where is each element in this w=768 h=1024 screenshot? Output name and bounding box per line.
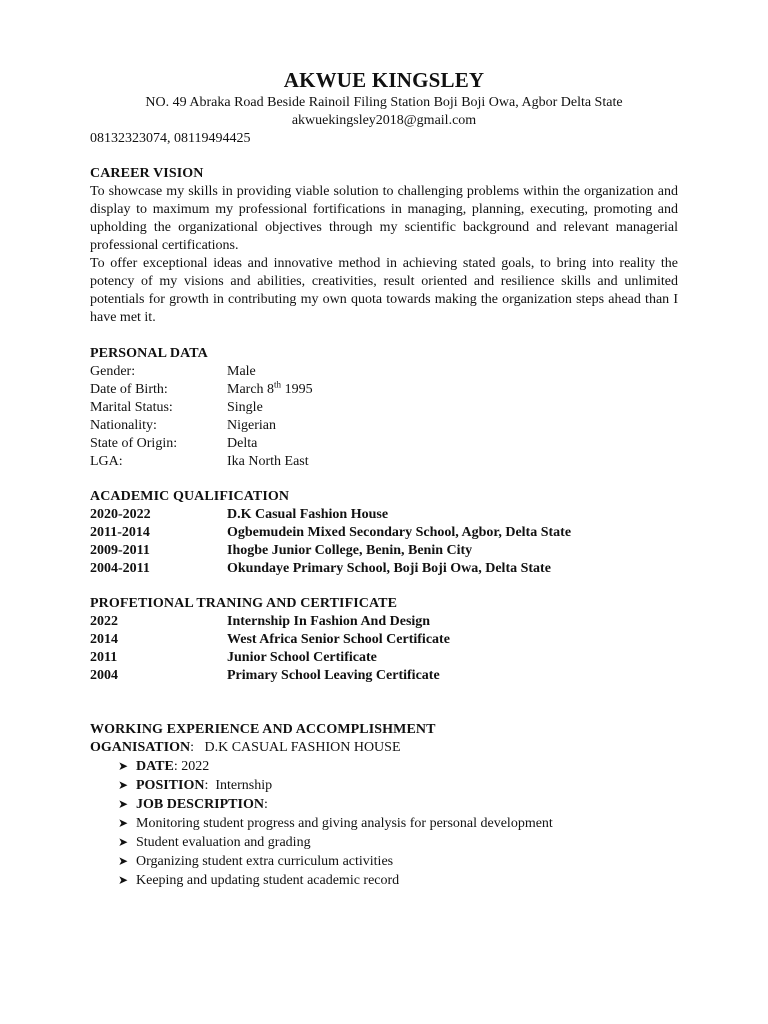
dob-value xyxy=(227,381,678,399)
personal-data-row-origin xyxy=(90,435,678,453)
personal-data-title: PERSONAL DATA xyxy=(90,346,208,361)
dob-year: 1995 xyxy=(281,382,313,397)
lga-value: Ika North East xyxy=(227,454,309,469)
training-certificate: Internship In Fashion And Design xyxy=(227,614,431,629)
arrow-bullet-icon: ➤ xyxy=(117,835,128,849)
list-item xyxy=(90,814,678,833)
training-title: PROFETIONAL TRANING AND CERTIFICATE xyxy=(90,596,398,611)
personal-data-row-marital xyxy=(90,399,678,417)
academic-period: 2009-2011 xyxy=(90,543,150,558)
academic-row xyxy=(90,524,678,542)
list-item: ➤ JOB DESCRIPTION: xyxy=(90,795,678,814)
gender-value: Male xyxy=(227,364,256,379)
training-row xyxy=(90,631,678,649)
position-value: Internship xyxy=(208,778,273,793)
organisation-label: OGANISATION xyxy=(90,740,191,755)
organisation-line: OGANISATION: D.K CASUAL FASHION HOUSE xyxy=(90,740,401,755)
training-row xyxy=(90,667,678,685)
training-year: 2011 xyxy=(90,650,118,665)
academic-institution: Ogbemudein Mixed Secondary School, Agbor, Delta State xyxy=(227,525,572,540)
nationality-value: Nigerian xyxy=(227,418,276,433)
marital-label: Marital Status: xyxy=(90,400,173,415)
career-vision-paragraph-1: To showcase my skills in providing viable solution to challenging problems within the organization and display to maximum my professional fortifications in managing, planning, executing, promoting and upholding the organizational objectives through my scientific background and relevant managerial professional certifications. xyxy=(90,184,678,253)
arrow-bullet-icon: ➤ xyxy=(117,759,128,773)
origin-value: Delta xyxy=(227,436,258,451)
academic-institution: Ihogbe Junior College, Benin, Benin City xyxy=(227,543,473,558)
personal-data-row-nationality xyxy=(90,417,678,435)
training-year: 2022 xyxy=(90,614,118,629)
academic-institution: Okundaye Primary School, Boji Boji Owa, Delta State xyxy=(227,561,551,576)
training-certificate: Primary School Leaving Certificate xyxy=(227,668,440,683)
job-description-label: JOB DESCRIPTION xyxy=(136,797,264,812)
academic-row xyxy=(90,542,678,560)
experience-title: WORKING EXPERIENCE AND ACCOMPLISHMENT xyxy=(90,722,436,737)
list-item xyxy=(90,852,678,871)
marital-value: Single xyxy=(227,400,263,415)
date-label: DATE xyxy=(136,759,174,774)
academic-row xyxy=(90,560,678,578)
email-line: akwuekingsley2018@gmail.com xyxy=(291,113,477,128)
training-row xyxy=(90,649,678,667)
date-value: 2022 xyxy=(177,759,210,774)
personal-data-row-dob xyxy=(90,381,678,399)
academic-title: ACADEMIC QUALIFICATION xyxy=(90,489,290,504)
candidate-name: AKWUE KINGSLEY xyxy=(283,68,485,92)
personal-data-row-lga xyxy=(90,453,678,471)
organisation-value: D.K CASUAL FASHION HOUSE xyxy=(193,740,401,755)
experience-bullet-list xyxy=(90,757,678,890)
career-vision-title: CAREER VISION xyxy=(90,166,204,181)
training-year: 2004 xyxy=(90,668,118,683)
resume-page xyxy=(90,66,678,890)
training-row xyxy=(90,613,678,631)
duty-text: Student evaluation and grading xyxy=(136,835,311,850)
arrow-bullet-icon: ➤ xyxy=(117,873,128,887)
duty-text: Monitoring student progress and giving analysis for personal development xyxy=(136,816,553,831)
academic-period: 2004-2011 xyxy=(90,561,150,576)
position-label: POSITION xyxy=(136,778,205,793)
address-line: NO. 49 Abraka Road Beside Rainoil Filing Station Boji Boji Owa, Agbor Delta State xyxy=(145,95,623,110)
nationality-label: Nationality: xyxy=(90,418,157,433)
list-item xyxy=(90,871,678,890)
duty-text: Keeping and updating student academic record xyxy=(136,873,400,888)
academic-period: 2020-2022 xyxy=(90,507,151,522)
arrow-bullet-icon: ➤ xyxy=(117,854,128,868)
lga-label: LGA: xyxy=(90,454,123,469)
origin-label: State of Origin: xyxy=(90,436,178,451)
list-item: ➤ DATE: 2022 xyxy=(90,757,678,776)
dob-label: Date of Birth: xyxy=(90,382,168,397)
arrow-bullet-icon: ➤ xyxy=(117,778,128,792)
list-item xyxy=(90,833,678,852)
academic-period: 2011-2014 xyxy=(90,525,150,540)
list-item: ➤ POSITION: Internship xyxy=(90,776,678,795)
career-vision-paragraph-2: To offer exceptional ideas and innovative method in achieving stated goals, to bring into reality the potency of my visions and abilities, creativities, result oriented and resilience skills and unlimited potentials for growth in contributing my own quota towards making the organization steps ahead than I have met it. xyxy=(90,256,678,325)
dob-ordinal: th xyxy=(274,379,282,390)
arrow-bullet-icon: ➤ xyxy=(117,797,128,811)
gender-label: Gender: xyxy=(90,364,136,379)
arrow-bullet-icon: ➤ xyxy=(117,816,128,830)
academic-row xyxy=(90,506,678,524)
academic-institution: D.K Casual Fashion House xyxy=(227,507,389,522)
duty-text: Organizing student extra curriculum activities xyxy=(136,854,394,869)
phone-line: 08132323074, 08119494425 xyxy=(90,131,251,146)
training-certificate: West Africa Senior School Certificate xyxy=(227,632,450,647)
training-certificate: Junior School Certificate xyxy=(227,650,377,665)
training-year: 2014 xyxy=(90,632,118,647)
dob-month-day: March 8 xyxy=(227,382,275,397)
personal-data-row-gender xyxy=(90,363,678,381)
